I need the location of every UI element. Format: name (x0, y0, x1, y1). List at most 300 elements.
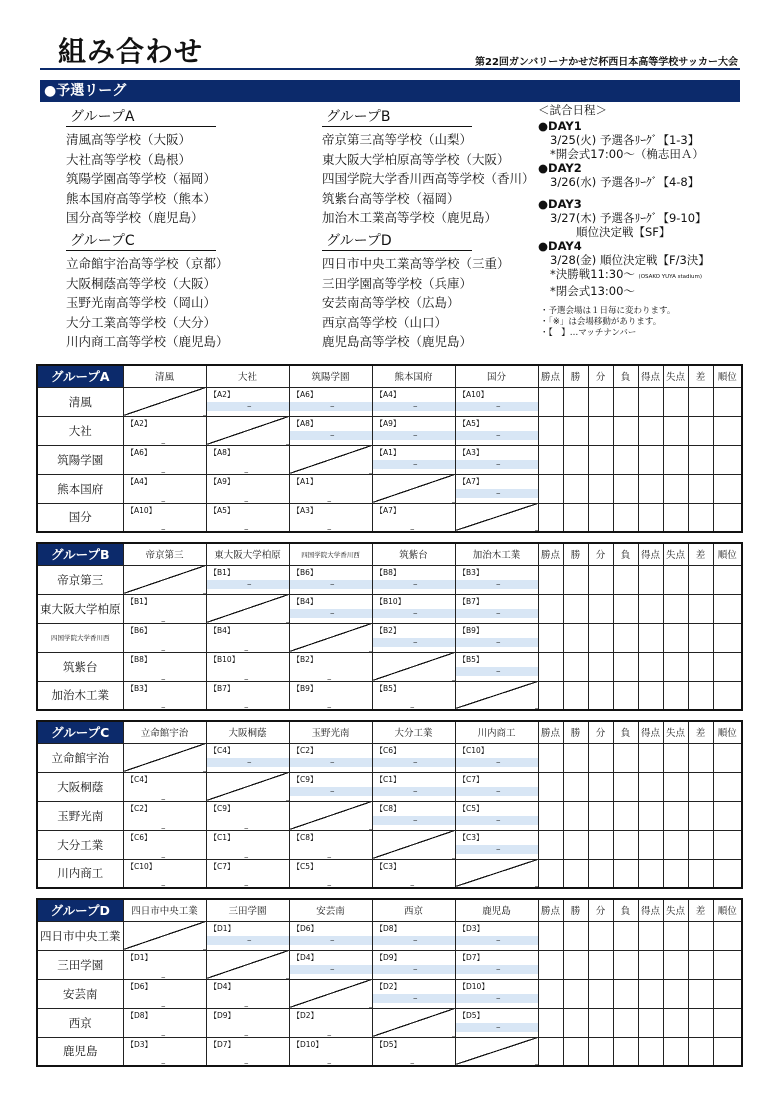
stat-cell (713, 801, 742, 830)
notes (540, 306, 675, 339)
match-cell (123, 859, 206, 888)
stat-cell (588, 950, 613, 979)
group-d-name: グループD (322, 230, 472, 251)
stat-cell (563, 830, 588, 859)
row-team-header: 国分 (37, 503, 123, 532)
score-separator: _ (161, 969, 165, 978)
table-row (37, 1008, 742, 1037)
match-cell (206, 474, 289, 503)
tournament-name: 第22回ガンバリーナかせだ杯西日本高等学校サッカー大会 (474, 57, 738, 68)
match-cell (206, 830, 289, 859)
stat-cell (663, 1008, 688, 1037)
stat-header: 勝点 (538, 899, 563, 921)
stat-cell (588, 652, 613, 681)
day-label: ●DAY3 (538, 197, 582, 211)
score-separator: _ (161, 849, 165, 858)
column-team-header: 安芸南 (289, 899, 372, 921)
stat-cell (663, 503, 688, 532)
stat-cell (613, 950, 638, 979)
stat-cell (713, 1037, 742, 1066)
column-team-header: 熊本国府 (372, 365, 455, 387)
match-cell (206, 681, 289, 710)
stat-cell (588, 830, 613, 859)
row-team-header: 立命館宇治 (37, 743, 123, 772)
match-cell (123, 503, 206, 532)
stat-cell (538, 801, 563, 830)
stat-cell (588, 801, 613, 830)
match-number: 【A10】 (458, 389, 489, 399)
stat-cell (538, 859, 563, 888)
stat-cell (538, 652, 563, 681)
team-entry: 川内商工高等学校（鹿児島） (66, 334, 229, 349)
stat-cell (563, 445, 588, 474)
match-cell (455, 565, 538, 594)
score-separator: _ (496, 783, 500, 792)
stat-cell (638, 594, 663, 623)
match-number: 【C4】 (126, 774, 152, 784)
stat-cell (613, 801, 638, 830)
schedule-line: *決勝戦11:30〜 (550, 267, 635, 281)
stat-cell (713, 921, 742, 950)
match-cell (455, 743, 538, 772)
stat-header: 失点 (663, 721, 688, 743)
stat-cell (588, 594, 613, 623)
score-separator: _ (327, 493, 331, 502)
match-number: 【D2】 (292, 1010, 319, 1020)
group-c-list (66, 230, 316, 352)
self-match-cell (372, 652, 455, 681)
stat-cell (588, 743, 613, 772)
stat-cell (588, 859, 613, 888)
match-cell (372, 743, 455, 772)
stat-cell (563, 387, 588, 416)
self-match-cell (455, 1037, 538, 1066)
match-number: 【A1】 (292, 476, 318, 486)
self-match-cell (372, 830, 455, 859)
score-separator: _ (244, 1027, 248, 1036)
stat-cell (538, 565, 563, 594)
column-team-header: 三田学園 (206, 899, 289, 921)
row-team-header: 鹿児島 (37, 1037, 123, 1066)
match-number: 【B2】 (375, 625, 401, 635)
match-cell (289, 416, 372, 445)
score-separator: _ (161, 464, 165, 473)
group-table-label: グループD (37, 899, 123, 921)
self-match-cell (206, 950, 289, 979)
match-number: 【B4】 (292, 596, 318, 606)
stat-header: 分 (588, 365, 613, 387)
team-entry: 立命館宇治高等学校（京都） (66, 256, 229, 271)
match-number: 【C1】 (209, 832, 235, 842)
match-number: 【A9】 (375, 418, 401, 428)
stat-cell (688, 652, 713, 681)
schedule-line: 3/25(火) 予選各ﾘｰｸﾞ【1-3】 (550, 133, 700, 147)
match-number: 【D5】 (458, 1010, 485, 1020)
match-cell (123, 1008, 206, 1037)
match-number: 【B6】 (292, 567, 318, 577)
row-team-header: 清風 (37, 387, 123, 416)
score-entry-area (373, 812, 455, 825)
stat-cell (538, 772, 563, 801)
table-row (37, 594, 742, 623)
group-table (36, 364, 743, 533)
schedule-line: *開会式17:00〜（桷志田Ａ） (550, 147, 704, 161)
stat-cell (638, 1037, 663, 1066)
stat-cell (713, 979, 742, 1008)
team-entry: 四国学院大学香川西高等学校（香川） (322, 171, 535, 186)
score-separator: _ (496, 754, 500, 763)
match-number: 【B10】 (209, 654, 240, 664)
score-separator: _ (161, 998, 165, 1007)
score-separator: _ (413, 398, 417, 407)
score-separator: _ (327, 878, 331, 886)
match-number: 【B10】 (375, 596, 406, 606)
venue-note: (OSAKO YUYA stadium) (638, 274, 702, 280)
stat-header: 順位 (713, 365, 742, 387)
stat-cell (638, 801, 663, 830)
score-entry-area (456, 663, 538, 676)
group-a-name: グループA (66, 106, 216, 127)
stat-cell (538, 623, 563, 652)
stat-cell (713, 474, 742, 503)
match-cell (123, 950, 206, 979)
score-entry-area (373, 754, 455, 767)
stat-cell (688, 387, 713, 416)
stat-cell (538, 950, 563, 979)
row-team-header: 大社 (37, 416, 123, 445)
stat-cell (588, 416, 613, 445)
score-entry-area (456, 634, 538, 647)
stat-header: 順位 (713, 543, 742, 565)
score-entry-area (456, 427, 538, 440)
column-team-header: 四日市中央工業 (123, 899, 206, 921)
match-number: 【D8】 (375, 923, 402, 933)
column-team-header: 清風 (123, 365, 206, 387)
score-separator: _ (413, 456, 417, 465)
score-separator: _ (413, 605, 417, 614)
score-separator: _ (496, 841, 500, 850)
self-match-cell (206, 416, 289, 445)
group-d-list (322, 230, 572, 352)
stat-cell (638, 445, 663, 474)
day-label: ●DAY4 (538, 239, 582, 253)
match-cell (123, 652, 206, 681)
stat-cell (538, 830, 563, 859)
stat-header: 勝点 (538, 543, 563, 565)
match-cell (123, 416, 206, 445)
match-number: 【B5】 (375, 683, 401, 693)
match-number: 【C7】 (458, 774, 484, 784)
group-table-label: グループC (37, 721, 123, 743)
row-team-header: 四国学院大学香川西 (37, 623, 123, 652)
match-number: 【B1】 (209, 567, 235, 577)
column-team-header: 玉野光南 (289, 721, 372, 743)
self-match-cell (455, 681, 538, 710)
table-row (37, 565, 742, 594)
match-number: 【B8】 (126, 654, 152, 664)
score-separator: _ (244, 849, 248, 858)
match-number: 【D3】 (126, 1039, 153, 1049)
stat-cell (688, 830, 713, 859)
stat-cell (613, 565, 638, 594)
stat-header: 得点 (638, 721, 663, 743)
score-entry-area (456, 990, 538, 1003)
stat-cell (563, 1008, 588, 1037)
match-number: 【B9】 (458, 625, 484, 635)
match-cell (123, 623, 206, 652)
match-number: 【C6】 (126, 832, 152, 842)
score-entry-area (456, 932, 538, 945)
score-separator: _ (330, 783, 334, 792)
group-a-list (66, 106, 316, 228)
stat-cell (563, 623, 588, 652)
score-separator: _ (496, 932, 500, 941)
match-cell (372, 416, 455, 445)
stat-cell (663, 772, 688, 801)
score-entry-area (456, 1019, 538, 1032)
stat-cell (563, 594, 588, 623)
match-cell (206, 652, 289, 681)
stat-cell (713, 416, 742, 445)
match-cell (206, 1008, 289, 1037)
match-cell (455, 623, 538, 652)
match-number: 【A8】 (209, 447, 235, 457)
score-separator: _ (496, 1019, 500, 1028)
match-number: 【D10】 (458, 981, 489, 991)
stat-cell (563, 652, 588, 681)
match-number: 【C9】 (292, 774, 318, 784)
match-number: 【D7】 (209, 1039, 236, 1049)
score-separator: _ (244, 671, 248, 680)
match-number: 【C10】 (126, 861, 157, 871)
score-entry-area (207, 932, 289, 945)
score-separator: _ (161, 878, 165, 886)
match-cell (372, 859, 455, 888)
stat-cell (688, 565, 713, 594)
match-cell (289, 859, 372, 888)
schedule-line: 3/27(木) 予選各ﾘｰｸﾞ【9-10】 (550, 211, 707, 225)
score-separator: _ (496, 990, 500, 999)
stat-cell (563, 681, 588, 710)
self-match-cell (289, 979, 372, 1008)
stat-header: 分 (588, 721, 613, 743)
match-number: 【C6】 (375, 745, 401, 755)
stat-cell (663, 652, 688, 681)
stat-header: 負 (613, 721, 638, 743)
match-number: 【D6】 (292, 923, 319, 933)
score-entry-area (373, 990, 455, 1003)
match-number: 【A4】 (126, 476, 152, 486)
stat-cell (688, 681, 713, 710)
match-cell (455, 387, 538, 416)
match-cell (289, 830, 372, 859)
table-row (37, 623, 742, 652)
match-number: 【D6】 (126, 981, 153, 991)
stat-cell (563, 859, 588, 888)
match-cell (455, 474, 538, 503)
score-entry-area (456, 783, 538, 796)
stat-cell (638, 565, 663, 594)
column-team-header: 筑紫台 (372, 543, 455, 565)
stat-cell (613, 743, 638, 772)
stat-cell (713, 830, 742, 859)
column-team-header: 鹿児島 (455, 899, 538, 921)
score-separator: _ (327, 671, 331, 680)
team-entry: 大社高等学校（島根） (66, 151, 192, 167)
match-cell (455, 830, 538, 859)
score-separator: _ (496, 576, 500, 585)
score-entry-area (373, 634, 455, 647)
stat-header: 得点 (638, 899, 663, 921)
row-team-header: 筑陽学園 (37, 445, 123, 474)
stat-header: 得点 (638, 543, 663, 565)
stat-cell (588, 503, 613, 532)
stat-cell (588, 387, 613, 416)
stat-cell (538, 681, 563, 710)
match-number: 【C8】 (375, 803, 401, 813)
match-number: 【B9】 (292, 683, 318, 693)
stat-cell (663, 921, 688, 950)
day-label: ●DAY1 (538, 119, 582, 133)
match-cell (123, 801, 206, 830)
score-entry-area (290, 576, 372, 589)
score-separator: _ (327, 522, 331, 530)
score-entry-area (373, 961, 455, 974)
score-entry-area (207, 398, 289, 411)
match-number: 【A1】 (375, 447, 401, 457)
stat-cell (663, 594, 688, 623)
table-row (37, 743, 742, 772)
score-entry-area (456, 961, 538, 974)
score-separator: _ (247, 398, 251, 407)
score-separator: _ (244, 878, 248, 886)
stat-cell (613, 594, 638, 623)
stat-header: 差 (688, 899, 713, 921)
score-separator: _ (327, 849, 331, 858)
match-number: 【B4】 (209, 625, 235, 635)
match-number: 【A5】 (209, 505, 235, 515)
match-number: 【C5】 (458, 803, 484, 813)
stat-cell (588, 772, 613, 801)
stat-cell (563, 1037, 588, 1066)
stat-cell (638, 503, 663, 532)
stat-header: 順位 (713, 899, 742, 921)
stat-header: 分 (588, 899, 613, 921)
score-entry-area (373, 456, 455, 469)
stat-cell (588, 445, 613, 474)
stat-cell (713, 743, 742, 772)
table-row (37, 950, 742, 979)
stat-cell (563, 503, 588, 532)
score-separator: _ (161, 820, 165, 829)
stat-cell (638, 387, 663, 416)
match-cell (372, 623, 455, 652)
score-separator: _ (247, 576, 251, 585)
stat-cell (688, 623, 713, 652)
stat-cell (688, 859, 713, 888)
stat-header: 負 (613, 543, 638, 565)
stat-cell (663, 801, 688, 830)
section-heading: ●予選リーグ (40, 80, 740, 102)
match-cell (289, 387, 372, 416)
score-separator: _ (496, 812, 500, 821)
table-row (37, 772, 742, 801)
match-number: 【A3】 (292, 505, 318, 515)
score-separator: _ (330, 754, 334, 763)
match-cell (289, 503, 372, 532)
row-team-header: 玉野光南 (37, 801, 123, 830)
match-cell (455, 445, 538, 474)
match-cell (289, 652, 372, 681)
group-c-name: グループC (66, 230, 216, 251)
table-row (37, 681, 742, 710)
score-separator: _ (327, 1056, 331, 1064)
score-separator: _ (161, 522, 165, 530)
match-cell (372, 503, 455, 532)
match-cell (372, 1037, 455, 1066)
match-number: 【D9】 (375, 952, 402, 962)
score-entry-area (290, 427, 372, 440)
score-separator: _ (244, 522, 248, 530)
score-separator: _ (244, 700, 248, 708)
score-separator: _ (161, 671, 165, 680)
stat-cell (663, 859, 688, 888)
score-separator: _ (327, 1027, 331, 1036)
schedule-line: *閉会式13:00〜 (550, 284, 635, 298)
match-cell (455, 950, 538, 979)
score-separator: _ (244, 493, 248, 502)
match-number: 【D4】 (209, 981, 236, 991)
score-entry-area (207, 754, 289, 767)
team-entry: 三田学園高等学校（兵庫） (322, 275, 473, 291)
column-team-header: 大阪桐蔭 (206, 721, 289, 743)
match-number: 【B2】 (292, 654, 318, 664)
match-cell (455, 772, 538, 801)
team-entry: 鹿児島高等学校（鹿児島） (322, 334, 473, 349)
score-entry-area (456, 485, 538, 498)
stat-cell (663, 623, 688, 652)
team-entry: 筑陽学園高等学校（福岡） (66, 171, 217, 186)
score-separator: _ (330, 961, 334, 970)
stat-cell (613, 830, 638, 859)
match-cell (206, 503, 289, 532)
stat-cell (588, 681, 613, 710)
stat-cell (638, 623, 663, 652)
match-cell (455, 1008, 538, 1037)
match-cell (123, 594, 206, 623)
stat-cell (638, 772, 663, 801)
stat-cell (613, 979, 638, 1008)
stat-header: 差 (688, 721, 713, 743)
self-match-cell (123, 743, 206, 772)
match-number: 【C8】 (292, 832, 318, 842)
score-entry-area (373, 783, 455, 796)
score-separator: _ (410, 878, 414, 886)
score-entry-area (373, 398, 455, 411)
row-team-header: 帝京第三 (37, 565, 123, 594)
column-team-header: 筑陽学園 (289, 365, 372, 387)
score-separator: _ (247, 754, 251, 763)
team-entry: 国分高等学校（鹿児島） (66, 210, 204, 225)
stat-cell (663, 565, 688, 594)
schedule-heading: ＜試合日程＞ (538, 103, 607, 117)
row-team-header: 三田学園 (37, 950, 123, 979)
match-number: 【A10】 (126, 505, 157, 515)
stat-cell (713, 652, 742, 681)
score-entry-area (456, 812, 538, 825)
table-row (37, 503, 742, 532)
group-b-name: グループB (322, 106, 472, 127)
